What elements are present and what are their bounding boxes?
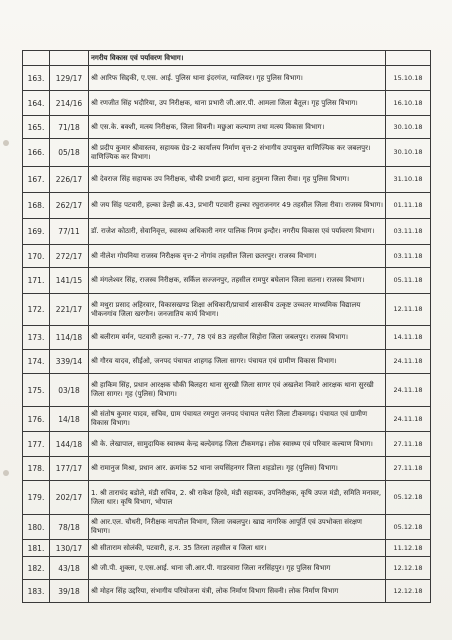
date-cell: 24.11.18 bbox=[386, 350, 431, 374]
description-cell: श्री मोहन सिंह उद्दरिया, संभागीय परियोजना यंत्री, लोक निर्माण विभाग सिवनी। लोक निर्माण विभाग bbox=[89, 580, 386, 603]
case-number-cell: 05/18 bbox=[50, 139, 89, 167]
date-cell: 27.11.18 bbox=[386, 432, 431, 457]
description-cell: श्री रामानुज मिश्रा, प्रधान आर. क्रमांक 52 थाना जयसिंहनगर जिला शहडोल। गृह (पुलिस) विभाग। bbox=[89, 457, 386, 481]
table-row bbox=[23, 540, 431, 557]
serial-cell: 177. bbox=[23, 432, 50, 457]
date-cell: 16.10.18 bbox=[386, 91, 431, 116]
description-cell: श्री जी.पी. शुक्ला, ए.एस.आई. थाना जी.आर.पी. गाडरवारा जिला नरसिंहपुर। गृह पुलिस विभाग bbox=[89, 557, 386, 580]
case-number-cell: 272/17 bbox=[50, 245, 89, 268]
serial-cell: 173. bbox=[23, 326, 50, 350]
description-cell: श्री के. लेखापाल, सामुदायिक स्वास्थ्य केन्द्र बल्देवगढ़ जिला टीकमगढ़। लोक स्वास्थ्य एवं परिवार कल्याण विभाग। bbox=[89, 432, 386, 457]
table-row bbox=[23, 167, 431, 193]
case-number-cell: 177/17 bbox=[50, 457, 89, 481]
table-row bbox=[23, 457, 431, 481]
description-cell: श्री प्रदीप कुमार श्रीवास्तव, सहायक ग्रेड-2 कार्यालय निर्माण वृत्त-2 संभागीय उपायुक्त वाणिज्यिक कर जबलपुर। वाणिज्यिक कर विभाग। bbox=[89, 139, 386, 167]
date-cell: 05.12.18 bbox=[386, 515, 431, 540]
table-row bbox=[23, 481, 431, 515]
serial-cell: 178. bbox=[23, 457, 50, 481]
description-cell: श्री हाकिम सिंह, प्रधान आरक्षक चौकी बिलहरा थाना सुरखी जिला सागर एवं अखलेश निवारे आरक्षक थाना सुरखी जिला सागर। गृह (पुलिस) विभाग। bbox=[89, 374, 386, 407]
description-cell: 1. श्री ताराचंद बडोले, मंडी सचिव, 2. श्री राकेश हिरवे, मंडी सहायक, उपनिरीक्षक, कृषि उपज मंडी, समिति मनावर, जिला धार। कृषि विभाग, भोपाल bbox=[89, 481, 386, 515]
table-row bbox=[23, 66, 431, 91]
table-row bbox=[23, 294, 431, 326]
description-cell: श्री सीताराम सोलंकी, पटवारी, ह.न. 35 तिरला तहसील व जिला धार। bbox=[89, 540, 386, 557]
description-cell: श्री आर.एल. चौधरी, निरीक्षक नापतौल विभाग, जिला जबलपुर। खाद्य नागरिक आपूर्ति एवं उपभोक्ता संरक्षण विभाग। bbox=[89, 515, 386, 540]
serial-cell: 182. bbox=[23, 557, 50, 580]
date-cell: 30.10.18 bbox=[386, 116, 431, 139]
serial-cell: 164. bbox=[23, 91, 50, 116]
serial-cell: 167. bbox=[23, 167, 50, 193]
case-number-cell: 262/17 bbox=[50, 193, 89, 219]
punch-hole bbox=[3, 470, 9, 476]
case-number-cell: 03/18 bbox=[50, 374, 89, 407]
date-cell: 05.11.18 bbox=[386, 268, 431, 294]
serial-cell: 183. bbox=[23, 580, 50, 603]
table-row bbox=[23, 219, 431, 245]
serial-cell: 175. bbox=[23, 374, 50, 407]
table-row bbox=[23, 374, 431, 407]
serial-cell bbox=[23, 51, 50, 66]
serial-cell: 166. bbox=[23, 139, 50, 167]
date-cell: 24.11.18 bbox=[386, 374, 431, 407]
case-number-cell: 78/18 bbox=[50, 515, 89, 540]
date-cell: 24.11.18 bbox=[386, 407, 431, 432]
description-cell: डॉ. राजेश कोठारी, सेवानिवृत्त, स्वास्थ्य अधिकारी नगर पालिक निगम इन्दौर। नगरीय विकास एवं पर्यावरण विभाग। bbox=[89, 219, 386, 245]
case-number-cell: 214/16 bbox=[50, 91, 89, 116]
table-row bbox=[23, 407, 431, 432]
case-number-cell: 226/17 bbox=[50, 167, 89, 193]
serial-cell: 179. bbox=[23, 481, 50, 515]
date-cell: 03.11.18 bbox=[386, 219, 431, 245]
case-number-cell: 130/17 bbox=[50, 540, 89, 557]
serial-cell: 176. bbox=[23, 407, 50, 432]
date-cell: 01.11.18 bbox=[386, 193, 431, 219]
date-cell: 31.10.18 bbox=[386, 167, 431, 193]
serial-cell: 181. bbox=[23, 540, 50, 557]
date-cell: 12.12.18 bbox=[386, 580, 431, 603]
description-cell: श्री रणजीत सिंह भदौरिया, उप निरीक्षक, थाना प्रभारी जी.आर.पी. आमला जिला बैतूल। गृह पुलिस विभाग। bbox=[89, 91, 386, 116]
case-register-table bbox=[22, 50, 431, 603]
serial-cell: 180. bbox=[23, 515, 50, 540]
table-row bbox=[23, 193, 431, 219]
table-row bbox=[23, 91, 431, 116]
description-cell: श्री देवराज सिंह सहायक उप निरीक्षक, चौकी प्रभारी झटा, थाना हनुमना जिला रीवा। गृह पुलिस विभाग। bbox=[89, 167, 386, 193]
date-cell: 03.11.18 bbox=[386, 245, 431, 268]
table-row bbox=[23, 116, 431, 139]
case-number-cell: 202/17 bbox=[50, 481, 89, 515]
description-cell: श्री मथुरा प्रसाद अहिरवार, विकासखण्ड शिक्षा अधिकारी/प्राचार्य शासकीय उत्कृष्ट उच्चतर माध्यमिक विद्यालय भीकनगांव जिला खरगौन। जनजातिय कार्य विभाग। bbox=[89, 294, 386, 326]
case-number-cell: 144/18 bbox=[50, 432, 89, 457]
date-cell: 05.12.18 bbox=[386, 481, 431, 515]
description-cell: श्री नीलेश गोयनिया राजस्व निरीक्षक वृत्त-2 नोगांव तहसील जिला छतरपुर। राजस्व विभाग। bbox=[89, 245, 386, 268]
serial-cell: 168. bbox=[23, 193, 50, 219]
description-cell: नगरीय विकास एवं पर्यावरण विभाग। bbox=[89, 51, 386, 66]
case-number-cell: 339/14 bbox=[50, 350, 89, 374]
description-cell: श्री संतोष कुमार यादव, सचिव, ग्राम पंचायत रमपुरा जनपद पंचायत पलेरा जिला टीकमगढ़। पंचायत एवं ग्रामीण विकास विभाग। bbox=[89, 407, 386, 432]
case-number-cell: 114/18 bbox=[50, 326, 89, 350]
binding-margin bbox=[0, 0, 14, 640]
serial-cell: 169. bbox=[23, 219, 50, 245]
punch-hole bbox=[3, 140, 9, 146]
serial-cell: 163. bbox=[23, 66, 50, 91]
description-cell: श्री बलीराम वर्मन, पटवारी हल्का न.-77, 78 एवं 83 तहसील सिहोरा जिला जबलपुर। राजस्व विभाग। bbox=[89, 326, 386, 350]
date-cell: 12.11.18 bbox=[386, 294, 431, 326]
case-number-cell: 141/15 bbox=[50, 268, 89, 294]
case-number-cell: 71/18 bbox=[50, 116, 89, 139]
serial-cell: 165. bbox=[23, 116, 50, 139]
date-cell: 14.11.18 bbox=[386, 326, 431, 350]
date-cell: 12.12.18 bbox=[386, 557, 431, 580]
case-number-cell: 221/17 bbox=[50, 294, 89, 326]
table-row bbox=[23, 515, 431, 540]
date-cell: 15.10.18 bbox=[386, 66, 431, 91]
description-cell: श्री आरिफ सिद्दकी, ए.एस. आई. पुलिस थाना इंदरगंज, ग्वालियर। गृह पुलिस विभाग। bbox=[89, 66, 386, 91]
case-number-cell: 129/17 bbox=[50, 66, 89, 91]
date-cell: 27.11.18 bbox=[386, 457, 431, 481]
case-number-cell: 39/18 bbox=[50, 580, 89, 603]
table-row bbox=[23, 268, 431, 294]
date-cell: 30.10.18 bbox=[386, 139, 431, 167]
case-number-cell: 14/18 bbox=[50, 407, 89, 432]
table-row bbox=[23, 139, 431, 167]
table-row bbox=[23, 350, 431, 374]
case-number-cell: 77/11 bbox=[50, 219, 89, 245]
table-row bbox=[23, 326, 431, 350]
table-row bbox=[23, 245, 431, 268]
description-cell: श्री जय सिंह पटवारी, हल्का डेल्ही क्र.43, प्रभारी पटवारी हल्का रघुराजनगर 49 तहसील जिला रीवा। राजस्व विभाग। bbox=[89, 193, 386, 219]
table-row bbox=[23, 432, 431, 457]
description-cell: श्री गौरव यादव, सीईओ, जनपद पंचायत शाहगढ़ जिला सागर। पंचायत एवं ग्रामीण विकास विभाग। bbox=[89, 350, 386, 374]
table-row bbox=[23, 580, 431, 603]
description-cell: श्री मंगलेश्वर सिंह, राजस्व निरीक्षक, सर्किल सज्जनपुर, तहसील रामपुर बघेलान जिला सतना। राजस्व विभाग। bbox=[89, 268, 386, 294]
serial-cell: 174. bbox=[23, 350, 50, 374]
case-number-cell: 43/18 bbox=[50, 557, 89, 580]
table-row bbox=[23, 557, 431, 580]
date-cell: 11.12.18 bbox=[386, 540, 431, 557]
serial-cell: 171. bbox=[23, 268, 50, 294]
serial-cell: 170. bbox=[23, 245, 50, 268]
serial-cell: 172. bbox=[23, 294, 50, 326]
table-row bbox=[23, 51, 431, 66]
case-number-cell bbox=[50, 51, 89, 66]
date-cell bbox=[386, 51, 431, 66]
description-cell: श्री एस.के. बक्शी, मत्स्य निरीक्षक, जिला सिवनी। मछुआ कल्याण तथा मत्स्य विकास विभाग। bbox=[89, 116, 386, 139]
